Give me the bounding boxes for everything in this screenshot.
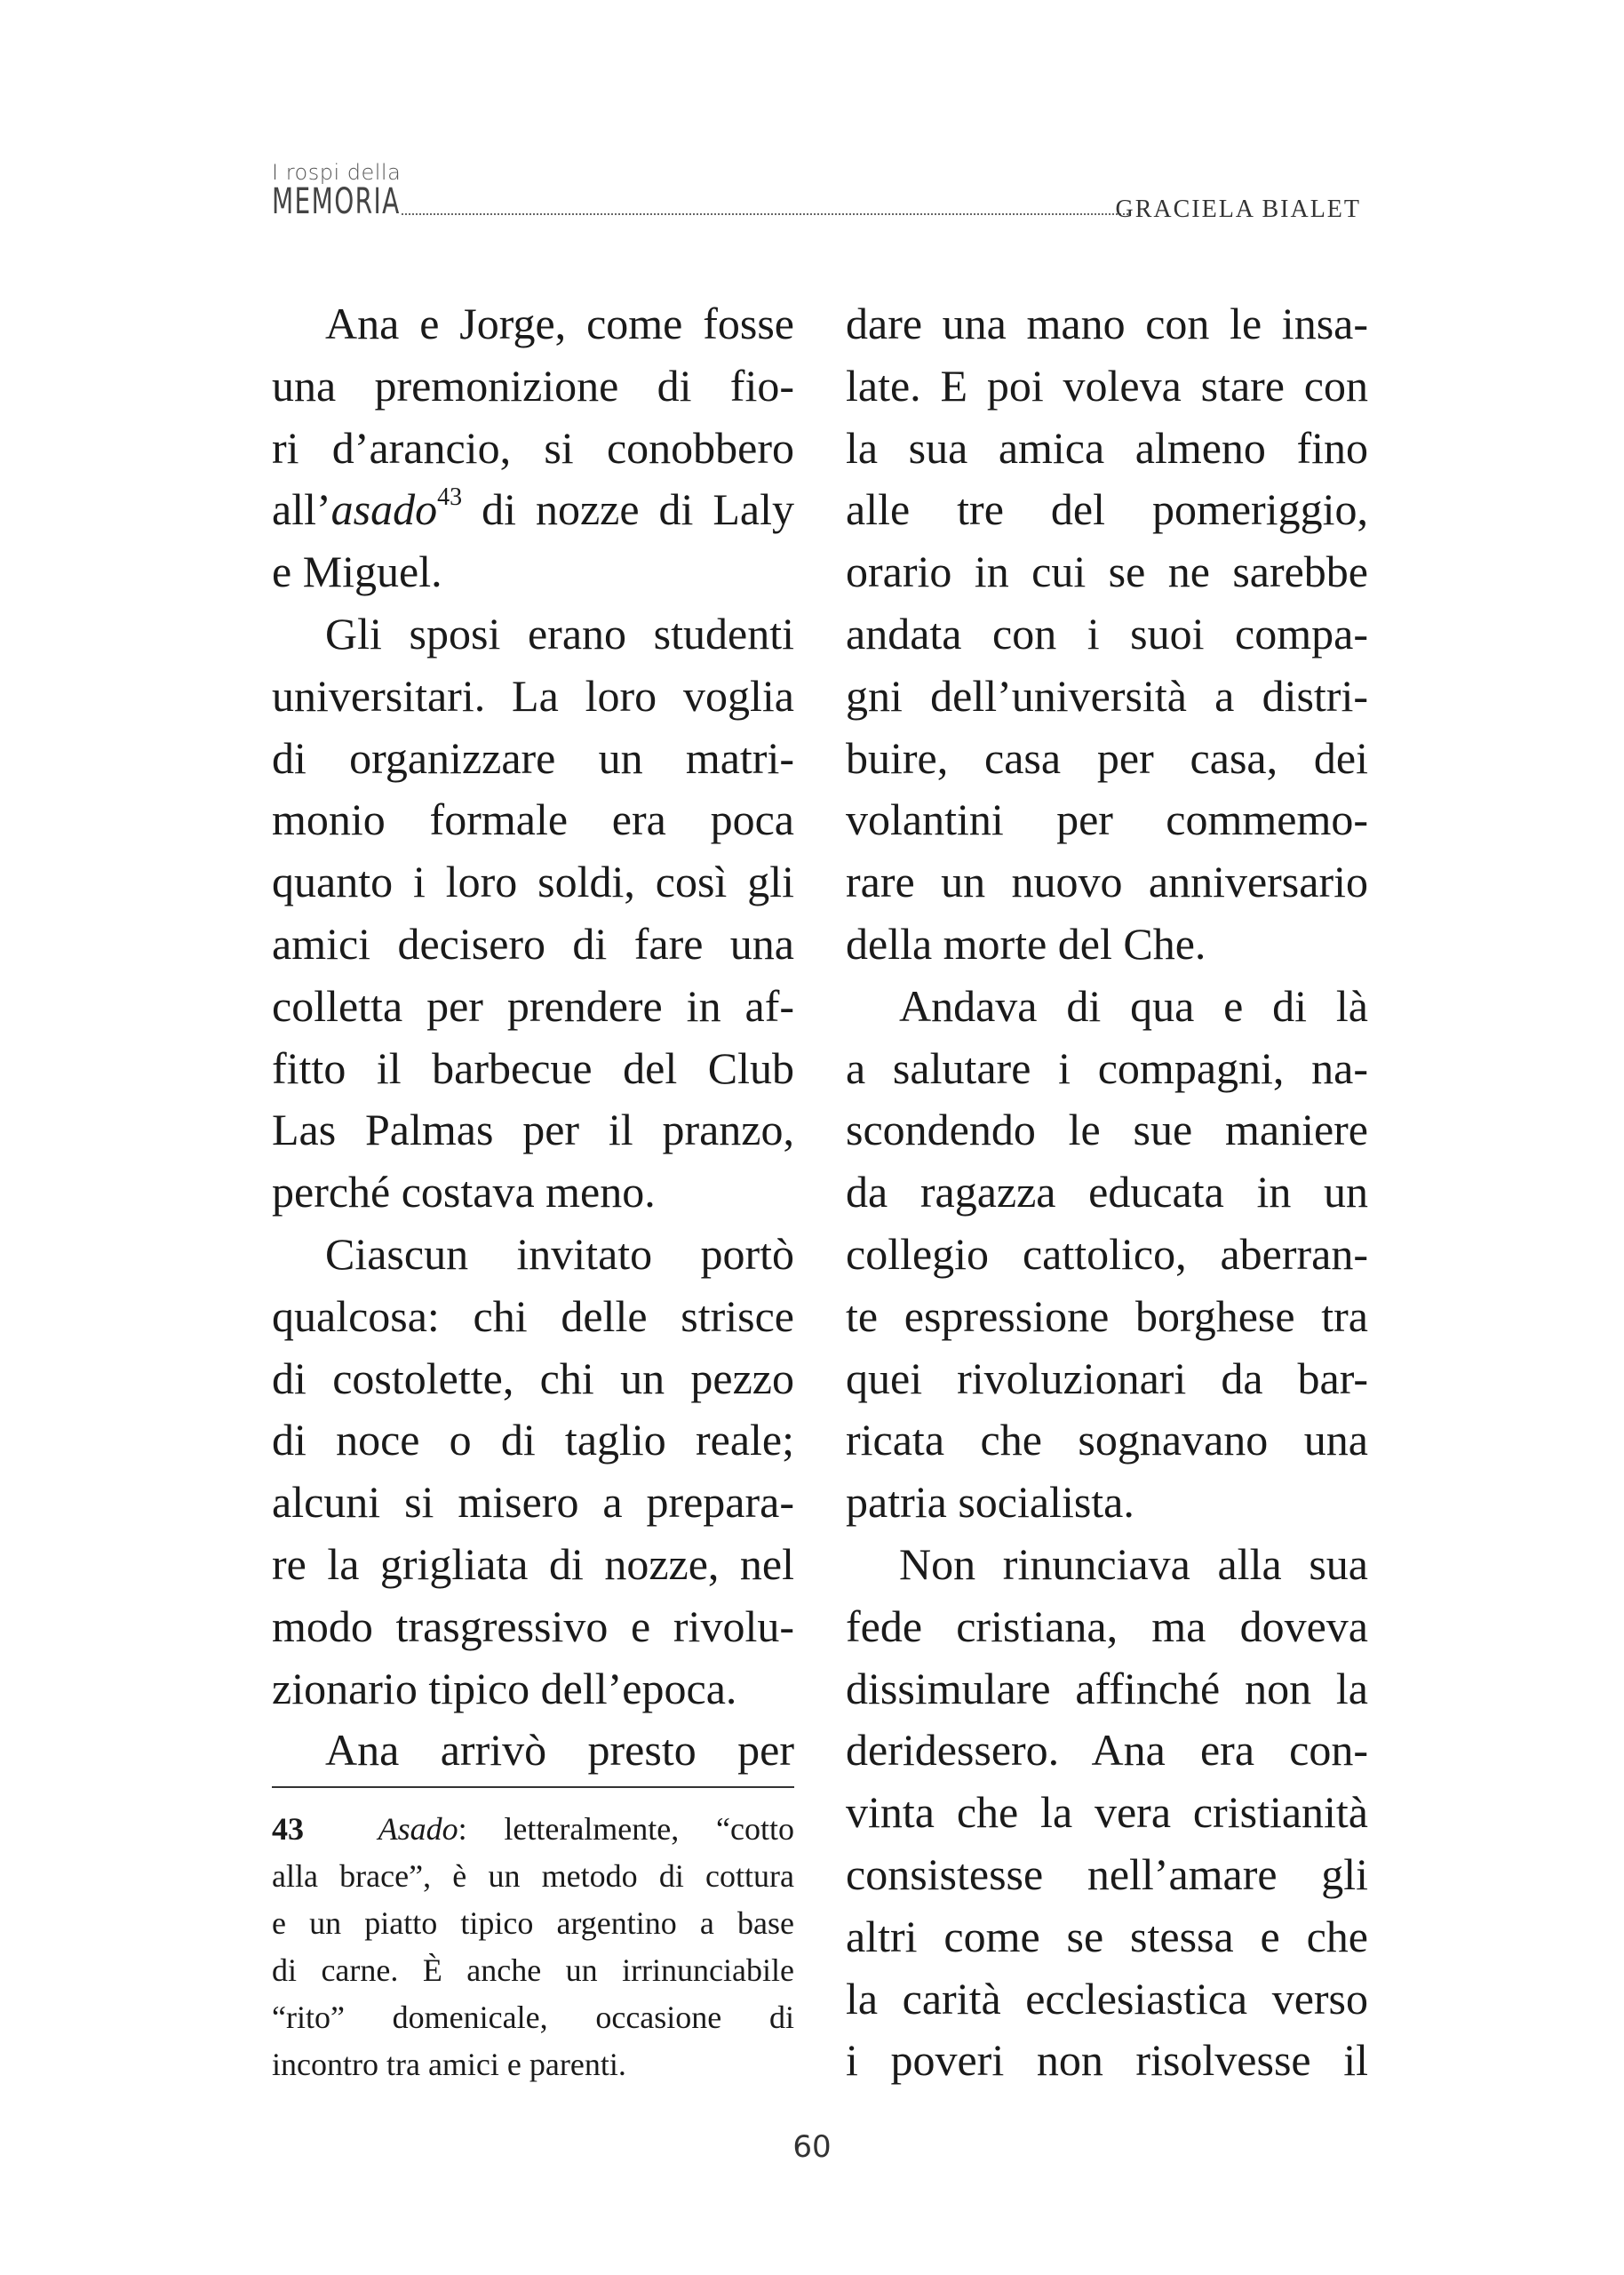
text-line: gni dell’università a distri- [846,670,1368,721]
text-line: a salutare i compagni, na- [846,1042,1368,1093]
text-line: la sua amica almeno fino [846,422,1368,473]
paragraph [846,1534,1368,2092]
text-line: andata con i suoi compa- [846,608,1368,659]
text-line: la carità ecclesiastica verso [846,1973,1368,2024]
right-column [846,293,1368,2092]
footnote-line: e un piatto tipico argentino a base [272,1905,794,1941]
footnote-line: incontro tra amici e parenti. [272,2047,626,2082]
running-header [272,160,1361,231]
footnote-line: di carne. È anche un irrinunciabile [272,1952,794,1988]
text-line: volantini per commemo- [846,794,1368,845]
text-line: vinta che la vera cristianità [846,1787,1368,1838]
text-line: qualcosa: chi delle strisce [272,1290,794,1341]
text-line: Ana e Jorge, come fosse [325,299,794,348]
text-line: Ciascun invitato portò [325,1228,794,1279]
text-line: deridessero. Ana era con- [846,1725,1368,1776]
text-line: i poveri non risolvesse il [846,2035,1368,2086]
text-line [272,479,794,541]
paragraph [272,603,794,1224]
footnote-line: “rito” domenicale, occasione di [272,2000,794,2035]
series-subtitle: I rospi della [272,160,402,185]
text-line: perché costava meno. [272,1167,656,1217]
author-name: GRACIELA BIALET [1115,196,1361,223]
text-line: modo trasgressivo e rivolu- [272,1600,794,1651]
footnote-line: alla brace”, è un metodo di cottura [272,1858,794,1894]
footnote-rule [272,1786,794,1788]
text-line: patria socialista. [846,1477,1134,1528]
footnote-number: 43 [272,1811,304,1847]
paragraph [846,976,1368,1534]
footnote [272,1806,794,2088]
text-line: una premonizione di fio- [272,360,794,411]
dotted-leader [402,213,1128,215]
text-line: della morte del Che. [846,918,1206,969]
footnote-reference[interactable]: 43 [437,483,463,512]
text-line: orario in cui se ne sarebbe [846,547,1368,597]
page-number: 60 [792,2129,832,2165]
text-line: ricata che sognavano una [846,1415,1368,1465]
text-line: da ragazza educata in un [846,1167,1368,1217]
text-line: buire, casa per casa, dei [846,732,1368,783]
paragraph [272,1224,794,1720]
text-line: alle tre del pomeriggio, [846,484,1368,535]
text-line: consistesse nell’amare gli [846,1848,1368,1899]
text-line: dare una mano con le insa- [846,299,1368,348]
text-line: ri d’arancio, si conobbero [272,422,794,473]
footnote-line [272,1806,794,1853]
text-line: colletta per prendere in af- [272,980,794,1031]
text-line: di noce o di taglio reale; [272,1415,794,1465]
text-line: dissimulare affinché non la [846,1663,1368,1713]
footnote-text: : letteralmente, “cotto [458,1811,795,1847]
text-line: zionario tipico dell’epoca. [272,1663,737,1713]
text-line: alcuni si misero a prepara- [272,1477,794,1528]
text-line: universitari. La loro voglia [272,670,794,721]
text-line: Las Palmas per il pranzo, [272,1105,794,1155]
text-line: rare un nuovo anniversario [846,857,1368,907]
text-line: collegio cattolico, aberran- [846,1228,1368,1279]
text-line: amici decisero di fare una [272,918,794,969]
text-fragment: di nozze di Laly [462,484,794,535]
paragraph [272,1720,794,1782]
italic-term: asado [330,484,438,535]
text-line: scondendo le sue maniere [846,1105,1368,1155]
text-line: fitto il barbecue del Club [272,1042,794,1093]
text-line: e Miguel. [272,547,442,597]
footnote-term: Asado [378,1811,458,1847]
text-line: fede cristiana, ma doveva [846,1600,1368,1651]
text-line: di organizzare un matri- [272,732,794,783]
text-line: re la grigliata di nozze, nel [272,1538,794,1589]
text-line: Ana arrivò presto per [325,1725,794,1776]
text-line: Gli sposi erano studenti [325,608,794,659]
text-line: Andava di qua e di là [899,980,1368,1031]
text-fragment: all’ [272,484,331,535]
text-line: quei rivoluzionari da bar- [846,1353,1368,1403]
text-line: Non rinunciava alla sua [899,1538,1368,1589]
text-line: quanto i loro soldi, così gli [272,857,794,907]
text-line: monio formale era poca [272,794,794,845]
paragraph [846,293,1368,976]
paragraph [272,293,794,603]
text-line: late. E poi voleva stare con [846,360,1368,411]
text-line: te espressione borghese tra [846,1290,1368,1341]
text-line: di costolette, chi un pezzo [272,1353,794,1403]
series-title: MEMORIA [272,181,401,222]
left-column [272,293,794,1782]
text-line: altri come se stessa e che [846,1911,1368,1961]
